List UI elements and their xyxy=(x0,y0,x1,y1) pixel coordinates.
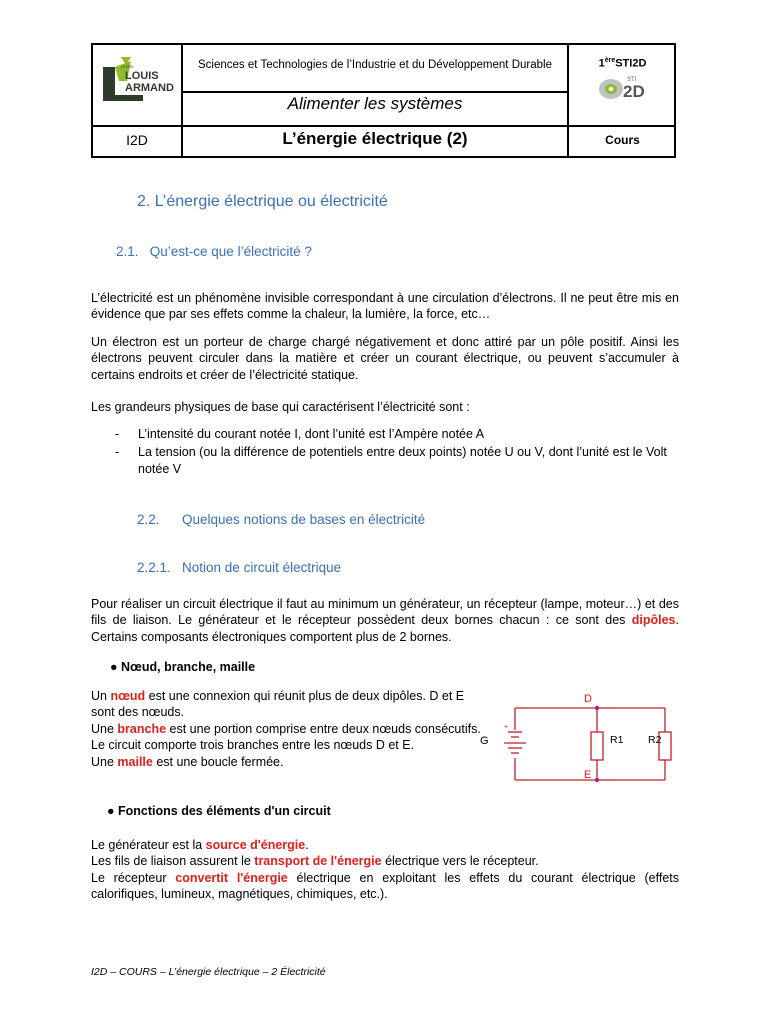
paragraph-1: L’électricité est un phénomène invisible correspondant à une circulation d’électrons. Il ne peut être mis en évidence que par ses effets comme la chaleur, la lumière, la force, etc… xyxy=(91,291,679,322)
generator-function xyxy=(91,837,679,853)
header-divider-bottom xyxy=(93,125,674,127)
logo-text-armand: ARMAND xyxy=(125,82,174,94)
class-sup: ère xyxy=(604,57,616,64)
class-label xyxy=(569,57,676,70)
sti-logo-top: STI xyxy=(627,77,637,83)
f1-highlight: source d'énergie xyxy=(205,838,306,852)
receiver-function xyxy=(91,870,679,903)
quantities-list xyxy=(91,426,679,477)
n2-text-b: est une portion comprise entre deux nœuds consécutifs. Le circuit comporte trois branches entre les nœuds D et E. xyxy=(91,721,481,753)
n3-text-b: est une boucle fermée. xyxy=(152,754,284,769)
f2-text-b: électrique vers le récepteur. xyxy=(381,854,539,869)
header-divider-mid xyxy=(181,91,569,93)
n1-text-b: est une connexion qui réunit plus de deux dipôles. D et E sont des nœuds. xyxy=(91,689,465,720)
list-item xyxy=(91,444,679,477)
node-d xyxy=(595,706,599,710)
f1-text-b: . xyxy=(305,838,309,852)
functions-paragraph xyxy=(91,837,679,903)
sti-logo-main: 2D xyxy=(623,82,645,101)
class-suffix: STI2D xyxy=(615,57,647,70)
wires-function xyxy=(91,853,679,869)
resistor-r1 xyxy=(591,732,603,760)
node-definition xyxy=(91,688,481,721)
n3-text-a: Une xyxy=(91,754,118,769)
n2-text-a: Une xyxy=(91,721,118,736)
paragraph-4 xyxy=(91,596,679,645)
subsection-heading-2-2-1: 2.2.1. Notion de circuit électrique xyxy=(137,560,342,575)
n2-highlight: branche xyxy=(117,721,167,736)
paragraph-2: Un électron est un porteur de charge chargé négativement et donc attiré par un pôle positif. Ainsi les électrons peuvent circuler dans la matière et créer un courant électrique, ou peuvent s’accumuler à certains endroits et créer de l’électricité statique. xyxy=(91,335,679,382)
p4-text-b: . Certains composants électroniques comportent plus de 2 bornes. xyxy=(91,613,679,644)
circuit-diagram xyxy=(470,690,680,790)
page-title: L’énergie électrique (2) xyxy=(282,129,468,148)
p4-text-a: Pour réaliser un circuit électrique il faut au minimum un générateur, un récepteur (lampe, moteur…) et des fils de liaison. Le générateur et le récepteur possèdent deux bornes chacun : ce sont des xyxy=(91,597,679,628)
r1-label: R1 xyxy=(610,734,624,746)
generator-symbol xyxy=(504,732,526,753)
paragraph-3: Les grandeurs physiques de base qui caractérisent l’électricité sont : xyxy=(91,400,470,414)
plus-sign: + xyxy=(504,724,509,731)
f2-text-a: Les fils de liaison assurent le xyxy=(91,854,255,869)
f1-text-a: Le générateur est la xyxy=(91,838,206,852)
class-prefix: 1 xyxy=(598,57,605,70)
f3-highlight: convertit l'énergie xyxy=(175,870,288,885)
section-heading: 2. L’énergie électrique ou électricité xyxy=(137,193,388,210)
node-e xyxy=(595,778,599,782)
n1-highlight: nœud xyxy=(110,689,146,703)
f3-text-a: Le récepteur xyxy=(91,870,176,885)
header-table xyxy=(91,43,676,158)
list-item-text: La tension (ou la différence de potentiels entre deux points) notée U ou V, dont l’unité est le Volt notée V xyxy=(138,445,667,476)
p4-highlight: dipôles xyxy=(631,613,676,628)
generator-label: G xyxy=(480,735,489,747)
program-title: Sciences et Technologies de l’Industrie et du Développement Durable xyxy=(198,59,552,71)
subtitle: Alimenter les systèmes xyxy=(287,94,463,113)
list-dash: - xyxy=(115,445,120,460)
n3-highlight: maille xyxy=(117,754,153,769)
subsection-heading-2-1: 2.1. Qu’est-ce que l’électricité ? xyxy=(116,244,312,259)
node-label-d: D xyxy=(584,693,592,705)
doc-type: Cours xyxy=(605,133,640,147)
page-footer: I2D – COURS – L’énergie électrique – 2 Électricité xyxy=(91,966,326,978)
school-logo xyxy=(101,55,175,105)
logo-small-text: LYCÉE xyxy=(121,64,134,69)
bullet-title-functions: ● Fonctions des éléments d'un circuit xyxy=(107,804,331,818)
mesh-definition xyxy=(91,754,481,770)
node-label-e: E xyxy=(584,769,592,781)
list-item xyxy=(91,426,679,442)
n1-text-a: Un xyxy=(91,689,111,703)
f3-text-b: électrique en exploitant les effets du courant électrique (effets calorifiques, lumineux, magnétiques, chimiques, etc.). xyxy=(91,870,680,902)
nodes-paragraph xyxy=(91,688,481,770)
bullet-title-nodes: ● Nœud, branche, maille xyxy=(110,660,256,674)
branch-definition xyxy=(91,721,481,754)
list-dash: - xyxy=(115,427,120,441)
sti2d-logo xyxy=(597,73,657,101)
logo-text-louis: LOUIS xyxy=(125,70,159,82)
f2-highlight: transport de l'énergie xyxy=(254,854,382,869)
list-item-text: L’intensité du courant notée I, dont l’unité est l’Ampère notée A xyxy=(138,427,485,441)
r2-label: R2 xyxy=(648,734,662,746)
subsection-heading-2-2: 2.2. Quelques notions de bases en électricité xyxy=(137,512,426,527)
course-code: I2D xyxy=(126,132,148,148)
